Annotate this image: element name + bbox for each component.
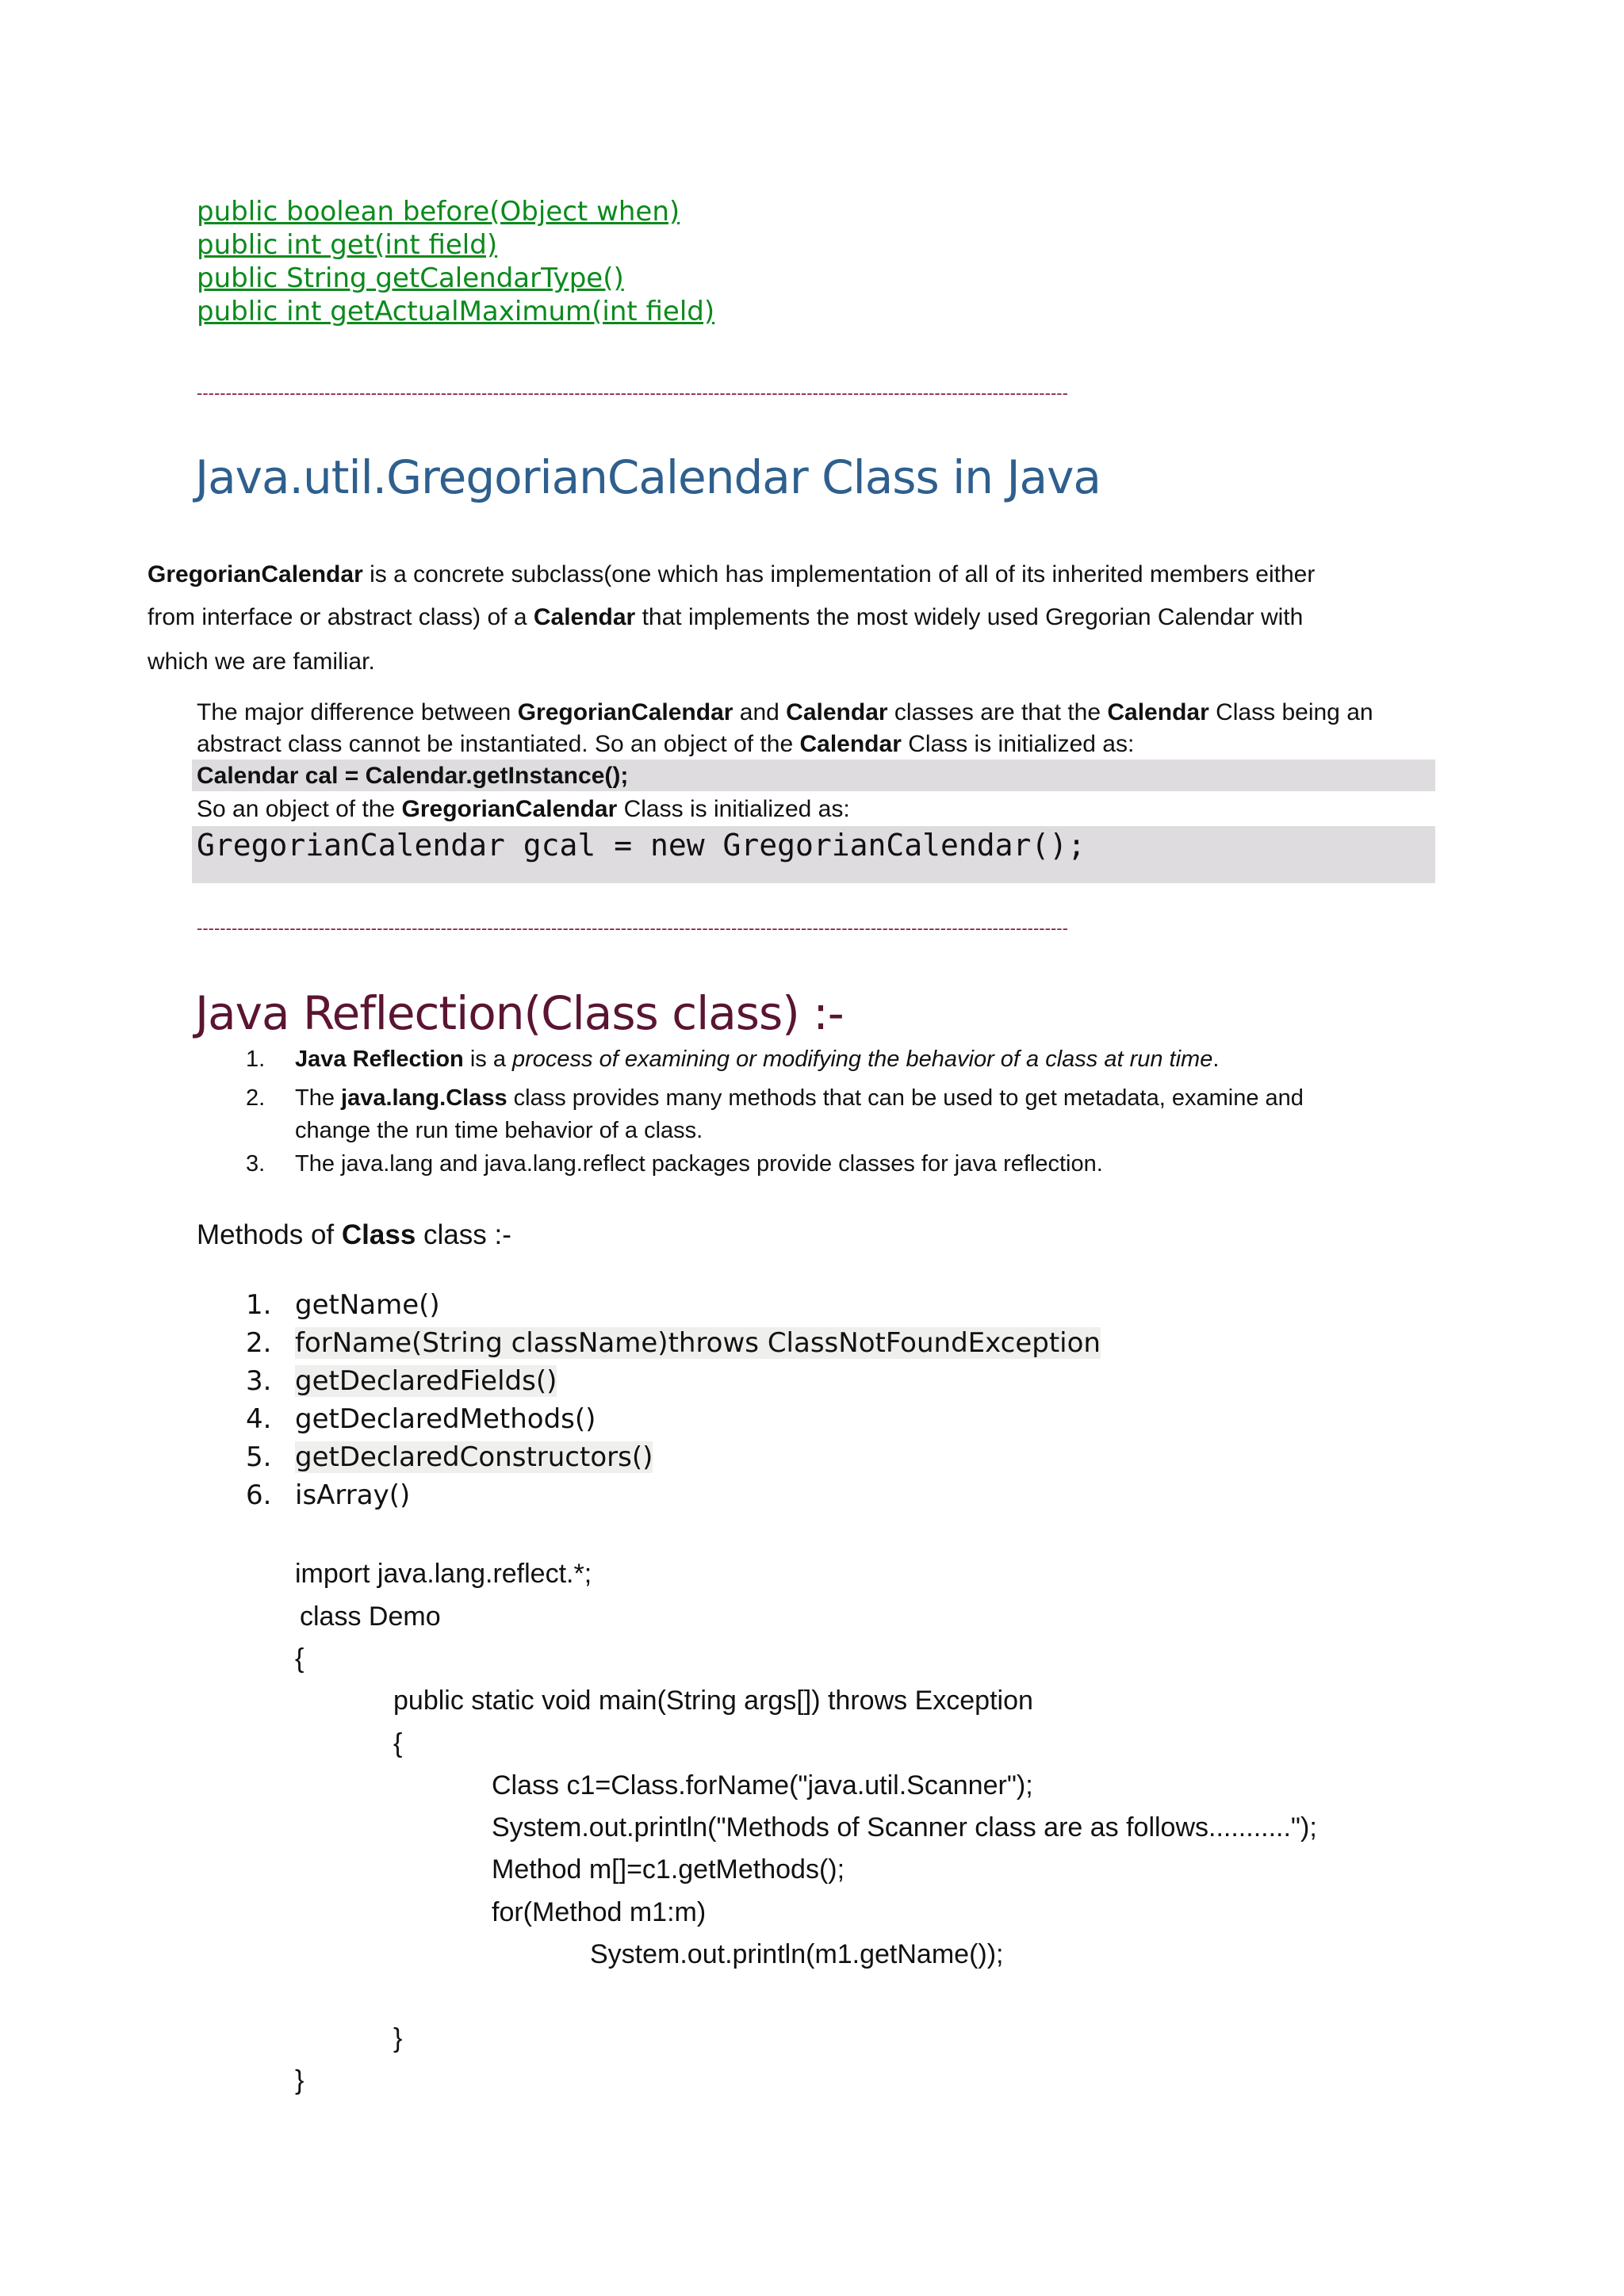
code-line: } — [393, 2023, 403, 2053]
gregorian-diff-line-1: The major difference between GregorianCalendar and Calendar classes are that the Calendar Class being an — [197, 699, 1373, 725]
separator-line: ------------------------------------------------------------------------------------------------------------------------------------------------------ — [197, 383, 1068, 403]
gregorian-init-line: So an object of the GregorianCalendar Class is initialized as: — [197, 796, 850, 822]
code-line: class Demo — [300, 1601, 441, 1632]
code-calendar-instance: Calendar cal = Calendar.getInstance(); — [197, 763, 629, 789]
method-is-array: isArray() — [295, 1479, 411, 1511]
method-number: 4. — [246, 1403, 272, 1435]
gregorian-intro-line-3: which we are familiar. — [147, 649, 375, 675]
method-link-before[interactable]: public boolean before(Object when) — [197, 196, 680, 228]
method-number: 6. — [246, 1479, 272, 1511]
code-line: Class c1=Class.forName("java.util.Scanner"); — [492, 1770, 1033, 1800]
method-number: 3. — [246, 1365, 272, 1397]
method-link-get-actual-maximum[interactable]: public int getActualMaximum(int field) — [197, 296, 715, 327]
methods-heading: Methods of Class class :- — [197, 1219, 511, 1250]
reflection-item-1-number: 1. — [246, 1047, 266, 1072]
code-line: for(Method m1:m) — [492, 1897, 707, 1927]
reflection-item-3: The java.lang and java.lang.reflect packages provide classes for java reflection. — [295, 1151, 1103, 1177]
method-number: 5. — [246, 1441, 272, 1473]
code-line: public static void main(String args[]) throws Exception — [393, 1686, 1033, 1716]
reflection-item-2-line-2: change the run time behavior of a class. — [295, 1118, 703, 1143]
reflection-heading: Java Reflection(Class class) :- — [195, 986, 844, 1040]
reflection-item-1: Java Reflection is a process of examining or modifying the behavior of a class at run time. — [295, 1047, 1220, 1072]
gregorian-intro-line-1: GregorianCalendar is a concrete subclass(one which has implementation of all of its inherited members either — [147, 561, 1316, 587]
method-number: 2. — [246, 1327, 272, 1359]
code-line: System.out.println("Methods of Scanner class are as follows..........."); — [492, 1812, 1317, 1843]
code-line: System.out.println(m1.getName()); — [590, 1939, 1004, 1969]
method-get-declared-methods: getDeclaredMethods() — [295, 1403, 596, 1435]
separator-line-2: ------------------------------------------------------------------------------------------------------------------------------------------------------ — [197, 918, 1068, 938]
gregorian-intro-line-2: from interface or abstract class) of a Calendar that implements the most widely used Gregorian Calendar with — [147, 604, 1304, 630]
code-gregorian-instance: GregorianCalendar gcal = new GregorianCalendar(); — [197, 828, 1086, 863]
method-get-name: getName() — [295, 1289, 440, 1321]
method-number: 1. — [246, 1289, 272, 1321]
reflection-item-2-number: 2. — [246, 1085, 266, 1111]
method-for-name: forName(String className)throws ClassNotFoundException — [295, 1327, 1101, 1359]
code-line: { — [393, 1728, 403, 1758]
code-line: { — [295, 1644, 304, 1674]
code-line: import java.lang.reflect.*; — [295, 1559, 592, 1589]
code-line: } — [295, 2065, 304, 2095]
gregorian-heading: Java.util.GregorianCalendar Class in Java — [195, 450, 1101, 504]
reflection-item-3-number: 3. — [246, 1151, 266, 1177]
gregorian-diff-line-2: abstract class cannot be instantiated. So an object of the Calendar Class is initialized as: — [197, 731, 1135, 757]
code-line: Method m[]=c1.getMethods(); — [492, 1854, 845, 1885]
method-link-get-calendar-type[interactable]: public String getCalendarType() — [197, 262, 624, 294]
reflection-item-2-line-1: The java.lang.Class class provides many methods that can be used to get metadata, examine and — [295, 1085, 1304, 1111]
method-get-declared-fields: getDeclaredFields() — [295, 1365, 557, 1397]
method-link-get[interactable]: public int get(int field) — [197, 229, 498, 261]
method-get-declared-constructors: getDeclaredConstructors() — [295, 1441, 653, 1473]
